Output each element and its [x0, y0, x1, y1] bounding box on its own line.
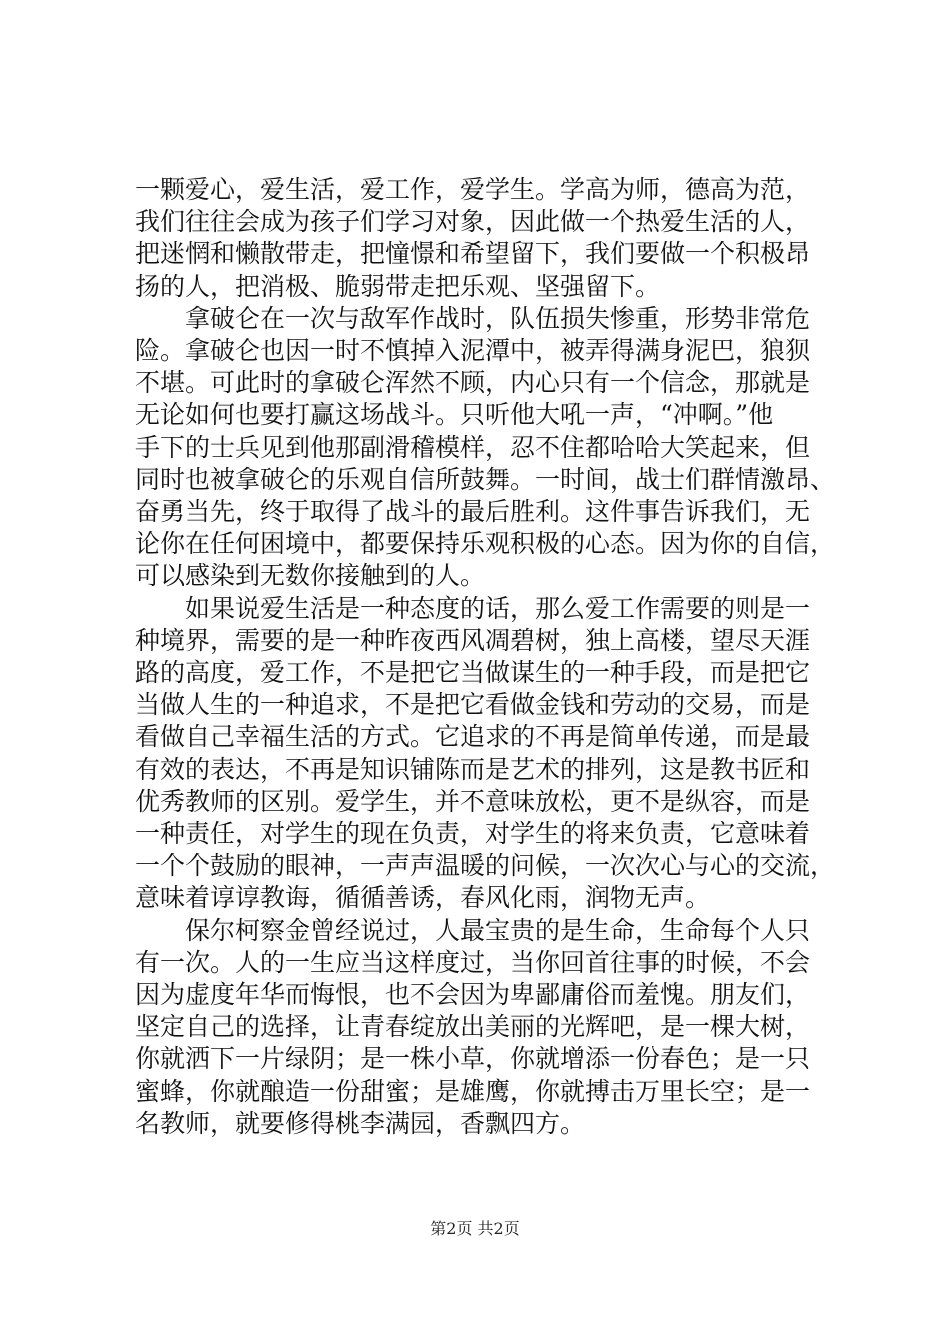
text-line: 可以感染到无数你接触到的人。 — [135, 561, 486, 591]
text-line: 你就洒下一片绿阴；是一株小草，你就增添一份春色；是一只 — [135, 1044, 811, 1074]
text-line: 一种责任，对学生的现在负责，对学生的将来负责，它意味着 — [135, 819, 811, 849]
paragraph — [135, 174, 825, 303]
paragraph — [135, 303, 836, 593]
text-line: 如果说爱生活是一种态度的话，那么爱工作需要的则是一 — [185, 593, 811, 623]
text-line: 蜜蜂，你就酿造一份甜蜜；是雄鹰，你就搏击万里长空；是一 — [135, 1076, 811, 1106]
page-footer: 第2页 共2页 — [430, 1219, 520, 1238]
text-line: 我们往往会成为孩子们学习对象，因此做一个热爱生活的人， — [135, 207, 811, 237]
text-line: 看做自己幸福生活的方式。它追求的不再是简单传递，而是最 — [135, 722, 811, 752]
text-line: 拿破仑在一次与敌军作战时，队伍损失惨重，形势非常危 — [185, 303, 811, 333]
text-line: 名教师，就要修得桃李满园，香飘四方。 — [135, 1108, 586, 1138]
text-line: 有效的表达，不再是知识铺陈而是艺术的排列，这是教书匠和 — [135, 754, 811, 784]
text-line: 优秀教师的区别。爱学生，并不意味放松，更不是纵容，而是 — [135, 786, 811, 816]
text-line: 险。拿破仑也因一时不慎掉入泥潭中，被弄得满身泥巴，狼狈 — [135, 336, 811, 366]
text-line: 同时也被拿破仑的乐观自信所鼓舞。一时间，战士们群情激昂、 — [135, 464, 836, 494]
text-line: 手下的士兵见到他那副滑稽模样，忍不住都哈哈大笑起来，但 — [135, 432, 811, 462]
text-line: 坚定自己的选择，让青春绽放出美丽的光辉吧，是一棵大树， — [135, 1012, 811, 1042]
text-line: 意味着谆谆教诲，循循善诱，春风化雨，润物无声。 — [135, 883, 711, 913]
text-line: 有一次。人的一生应当这样度过，当你回首往事的时候，不会 — [135, 947, 811, 977]
paragraph — [135, 915, 825, 1140]
text-line: 把迷惘和懒散带走，把憧憬和希望留下，我们要做一个积极昂 — [135, 239, 811, 269]
body-text — [135, 174, 836, 1140]
text-line: 当做人生的一种追求，不是把它看做金钱和劳动的交易，而是 — [135, 690, 811, 720]
text-line: 一颗爱心，爱生活，爱工作，爱学生。学高为师，德高为范， — [135, 175, 811, 204]
text-line: 保尔柯察金曾经说过，人最宝贵的是生命，生命每个人只 — [185, 915, 811, 945]
text-line: 因为虚度年华而悔恨，也不会因为卑鄙庸俗而羞愧。朋友们， — [135, 980, 811, 1010]
text-line: 一个个鼓励的眼神，一声声温暖的问候，一次次心与心的交流， — [135, 851, 836, 881]
text-line: 奋勇当先，终于取得了战斗的最后胜利。这件事告诉我们，无 — [135, 497, 811, 527]
text-line: 不堪。可此时的拿破仑浑然不顾，内心只有一个信念，那就是 — [135, 368, 811, 398]
text-line: 路的高度，爱工作，不是把它当做谋生的一种手段，而是把它 — [135, 658, 811, 688]
paragraph — [135, 593, 836, 915]
text-line: 种境界，需要的是一种昨夜西风凋碧树，独上高楼，望尽天涯 — [135, 625, 811, 655]
text-line: 无论如何也要打赢这场战斗。只听他大吼一声，“冲啊。”他 — [135, 400, 774, 430]
text-line: 论你在任何困境中，都要保持乐观积极的心态。因为你的自信， — [135, 529, 836, 559]
text-line: 扬的人，把消极、脆弱带走把乐观、坚强留下。 — [135, 271, 661, 301]
